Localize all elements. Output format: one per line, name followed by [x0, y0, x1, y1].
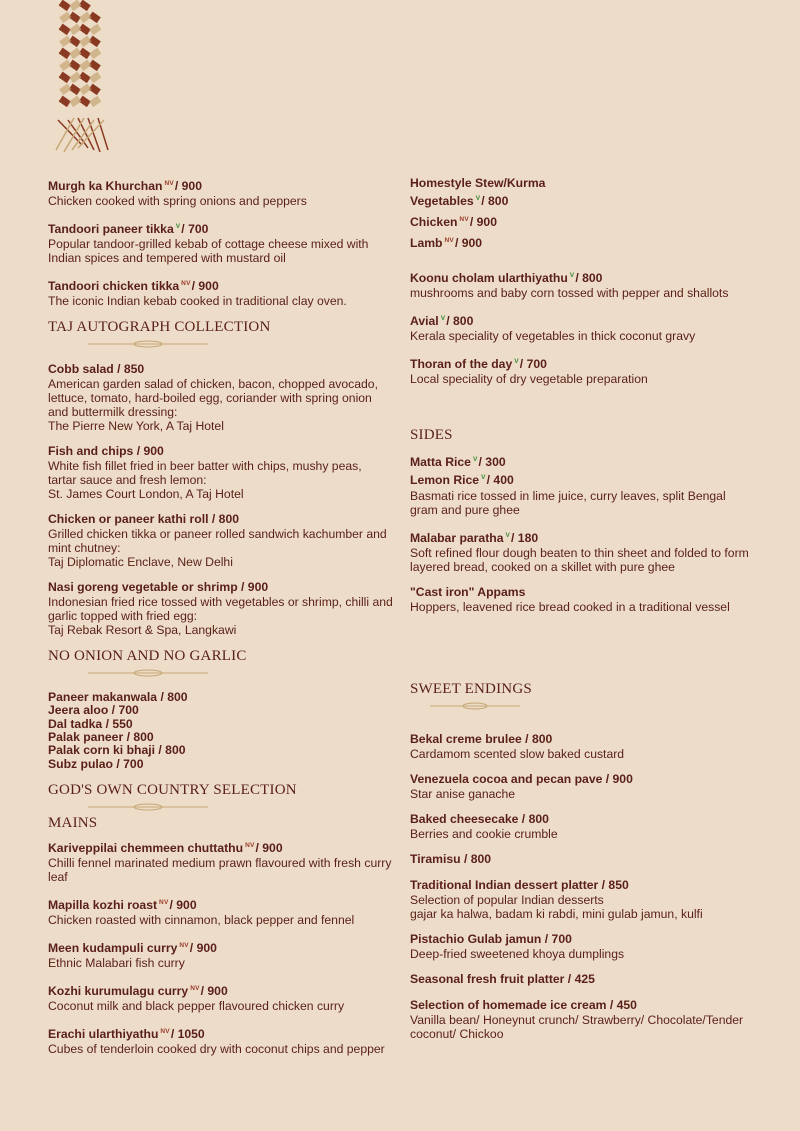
item-name: Baked cheesecake / 800 — [410, 811, 549, 826]
item-description: Chilli fennel marinated medium prawn flavoured with fresh curry leaf — [48, 856, 392, 885]
item-name: Cobb salad / 850 — [48, 362, 145, 377]
ornamental-divider — [48, 340, 248, 348]
item-description: Kerala speciality of vegetables in thick coconut gravy — [410, 329, 696, 344]
list-item: Palak paneer / 800 — [48, 730, 154, 745]
list-item: Jeera aloo / 700 — [48, 703, 139, 718]
non-veg-mark: NV — [444, 237, 454, 245]
item-name: Chicken or paneer kathi roll / 800 — [48, 512, 240, 527]
ornamental-divider — [410, 702, 610, 710]
item-price: / 900 — [174, 179, 202, 194]
item-name: Kozhi kurumulagu curry — [48, 984, 189, 999]
item-price: / 800 — [446, 314, 474, 329]
menu-item — [410, 268, 755, 300]
veg-mark: V — [514, 358, 519, 366]
item-name: Thoran of the day — [410, 357, 513, 372]
item-description: Selection of popular Indian desserts — [410, 892, 604, 907]
section-heading-sides: SIDES — [410, 427, 453, 444]
item-price: / 900 — [200, 984, 228, 999]
veg-mark: V — [569, 272, 575, 280]
menu-item — [48, 895, 393, 927]
veg-mark: V — [481, 474, 486, 482]
subsection-heading: MAINS — [48, 814, 98, 831]
menu-item — [48, 276, 393, 308]
menu-item — [48, 1024, 393, 1056]
list-item: Subz pulao / 700 — [48, 756, 144, 771]
item-name: Homestyle Stew/Kurma — [410, 176, 546, 190]
item-description: Deep-fried sweetened khoya dumplings — [410, 946, 625, 961]
item-source: The Pierre New York, A Taj Hotel — [48, 419, 224, 434]
item-name: Selection of homemade ice cream / 450 — [410, 997, 637, 1012]
section-heading: GOD'S OWN COUNTRY SELECTION — [48, 781, 297, 798]
item-price: / 900 — [454, 236, 483, 251]
veg-mark: V — [440, 315, 446, 323]
item-price: / 180 — [511, 530, 539, 545]
veg-mark: V — [175, 223, 181, 231]
menu-item — [48, 362, 393, 433]
menu-item — [410, 528, 755, 574]
item-description: Coconut milk and black pepper flavoured chicken curry — [48, 999, 345, 1014]
menu-item — [48, 580, 393, 637]
item-name: Tandoori chicken tikka — [48, 279, 180, 294]
non-veg-mark: NV — [245, 841, 255, 849]
item-price: / 300 — [478, 455, 506, 470]
section-heading: NO ONION AND NO GARLIC — [48, 648, 247, 665]
item-name: Tandoori paneer tikka — [48, 222, 174, 237]
item-description: mushrooms and baby corn tossed with pepper and shallots — [410, 286, 729, 301]
item-name: "Cast iron" Appams — [410, 584, 526, 599]
item-price: / 700 — [181, 222, 209, 237]
veg-mark: V — [475, 195, 481, 202]
item-price: / 900 — [469, 215, 497, 230]
item-source: Taj Rebak Resort & Spa, Langkawi — [48, 623, 237, 638]
item-description: gajar ka halwa, badam ki rabdi, mini gulab jamun, kulfi — [410, 906, 703, 921]
menu-item — [410, 772, 755, 801]
item-name: Lemon Rice — [410, 473, 480, 488]
menu-item — [410, 972, 755, 987]
option-name: Vegetables — [410, 194, 474, 209]
item-description: Soft refined flour dough beaten to thin sheet and folded to form layered bread, cooked on a skillet with pure ghee — [410, 545, 749, 574]
item-description: The iconic Indian kebab cooked in traditional clay oven. — [48, 294, 347, 309]
item-description: Indonesian fried rice tossed with vegetables or shrimp, chilli and garlic topped with fried egg: — [48, 595, 393, 624]
veg-mark: V — [505, 531, 511, 539]
item-name: Tiramisu / 800 — [410, 851, 492, 866]
item-description: Cubes of tenderloin cooked dry with coconut chips and pepper — [48, 1042, 385, 1057]
menu-item — [410, 932, 755, 961]
veg-mark: V — [472, 456, 478, 464]
section-heading: TAJ AUTOGRAPH COLLECTION — [48, 319, 271, 336]
menu-item — [48, 938, 393, 970]
non-veg-mark: NV — [160, 1028, 170, 1036]
item-source: Taj Diplomatic Enclave, New Delhi — [48, 555, 233, 570]
item-price: / 900 — [189, 941, 217, 956]
menu-item — [410, 812, 755, 841]
non-veg-mark: NV — [159, 899, 169, 907]
stew-block — [410, 176, 755, 251]
item-name: Kariveppilai chemmeen chuttathu — [48, 841, 244, 856]
item-name: Erachi ularthiyathu — [48, 1027, 159, 1042]
section-header-sweet-endings — [410, 681, 755, 710]
item-price: / 1050 — [170, 1027, 205, 1042]
item-price: / 700 — [519, 357, 547, 372]
menu-item — [410, 998, 755, 1041]
list-item: Dal tadka / 550 — [48, 716, 133, 731]
item-name: Meen kudampuli curry — [48, 941, 178, 956]
non-veg-mark: NV — [179, 942, 189, 950]
non-veg-mark: NV — [164, 180, 174, 187]
item-price: / 800 — [481, 194, 509, 209]
item-price: / 900 — [191, 279, 219, 294]
item-name: Koonu cholam ularthiyathu — [410, 271, 568, 286]
option-name: Chicken — [410, 215, 458, 230]
item-price: / 900 — [255, 841, 283, 856]
right-column — [410, 176, 755, 1052]
menu-item — [48, 838, 393, 884]
woven-ornament — [48, 0, 114, 160]
item-name: Traditional Indian dessert platter / 850 — [410, 877, 629, 892]
menu-item — [410, 354, 755, 386]
non-veg-mark: NV — [190, 985, 200, 993]
item-description: Chicken roasted with cinnamon, black pepper and fennel — [48, 913, 355, 928]
item-description: Basmati rice tossed in lime juice, curry leaves, split Bengal gram and pure ghee — [410, 488, 726, 517]
item-description: Local speciality of dry vegetable preparation — [410, 372, 648, 387]
item-description: Ethnic Malabari fish curry — [48, 956, 185, 971]
item-name: Bekal creme brulee / 800 — [410, 731, 553, 746]
ornamental-divider — [48, 803, 248, 811]
item-name: Malabar paratha — [410, 530, 504, 545]
non-veg-mark: NV — [181, 280, 191, 288]
menu-item — [48, 444, 393, 501]
section-header-gods-own-country — [48, 782, 393, 811]
item-name: Pistachio Gulab jamun / 700 — [410, 931, 572, 946]
non-veg-mark: NV — [459, 216, 469, 224]
item-description: Hoppers, leavened rice bread cooked in a traditional vessel — [410, 599, 730, 614]
item-description: Cardamom scented slow baked custard — [410, 746, 625, 761]
menu-item — [410, 852, 755, 867]
list-item: Palak corn ki bhaji / 800 — [48, 743, 186, 758]
menu-item — [48, 219, 393, 265]
item-description: Popular tandoor-grilled kebab of cottage cheese mixed with Indian spices and tempered with mustard oil — [48, 237, 369, 266]
ornamental-divider — [48, 669, 248, 677]
item-description: Vanilla bean/ Honeynut crunch/ Strawberry/ Chocolate/Tender coconut/ Chickoo — [410, 1012, 744, 1041]
menu-item — [410, 732, 755, 761]
item-price: / 800 — [575, 271, 603, 286]
list-item: Paneer makanwala / 800 — [48, 690, 188, 705]
menu-item — [410, 452, 755, 516]
left-column — [48, 176, 393, 1067]
item-name: Seasonal fresh fruit platter / 425 — [410, 971, 595, 986]
item-name: Matta Rice — [410, 455, 471, 470]
item-name: Avial — [410, 314, 439, 329]
menu-item — [48, 512, 393, 569]
item-name: Fish and chips / 900 — [48, 444, 164, 459]
item-price: / 900 — [169, 898, 197, 913]
item-description: Grilled chicken tikka or paneer rolled sandwich kachumber and mint chutney: — [48, 527, 387, 556]
item-description: Chicken cooked with spring onions and peppers — [48, 194, 307, 209]
item-description: Star anise ganache — [410, 786, 516, 801]
item-description: Berries and cookie crumble — [410, 826, 558, 841]
item-name: Murgh ka Khurchan — [48, 179, 163, 194]
menu-item — [48, 176, 393, 208]
item-name: Venezuela cocoa and pecan pave / 900 — [410, 771, 633, 786]
menu-item — [410, 585, 755, 614]
section-heading: SWEET ENDINGS — [410, 680, 532, 697]
item-name: Mapilla kozhi roast — [48, 898, 158, 913]
item-description: White fish fillet fried in beer batter with chips, mushy peas, tartar sauce and fresh lemon: — [48, 459, 362, 488]
option-name: Lamb — [410, 236, 443, 251]
item-price: / 400 — [486, 473, 514, 488]
item-name: Nasi goreng vegetable or shrimp / 900 — [48, 580, 269, 595]
menu-item — [48, 981, 393, 1013]
item-source: St. James Court London, A Taj Hotel — [48, 487, 244, 502]
item-description: American garden salad of chicken, bacon, chopped avocado, lettuce, tomato, hard-boiled egg, coriander with spring onion and buttermilk dressing: — [48, 377, 378, 420]
no-onion-list — [48, 691, 393, 771]
menu-item — [410, 311, 755, 343]
section-header-taj — [48, 319, 393, 348]
section-header-no-onion — [48, 648, 393, 677]
menu-item — [410, 878, 755, 921]
